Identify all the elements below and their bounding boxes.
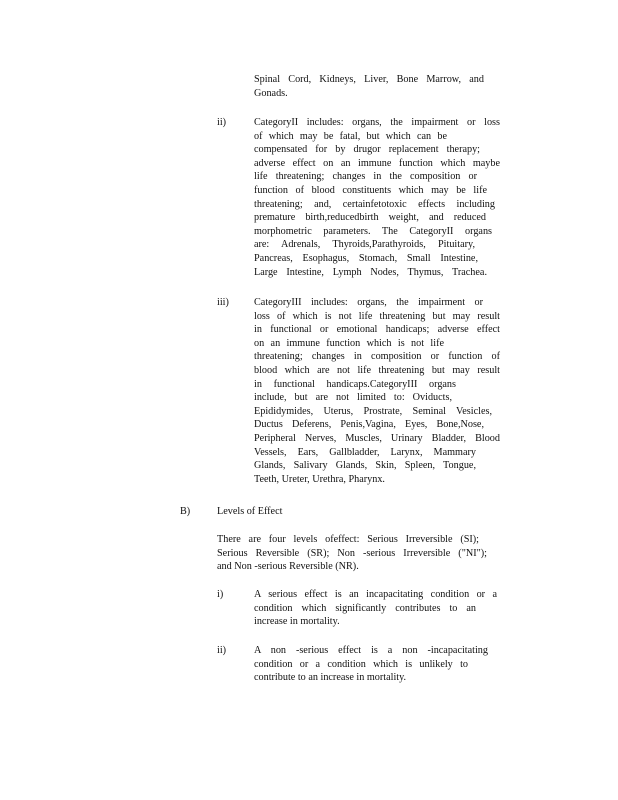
- text-line: in functional or emotional handicaps; adverse effect: [254, 324, 500, 336]
- list-marker-ii-effect: ii): [217, 645, 227, 656]
- text-line: loss of which is not life threatening but may result: [254, 310, 500, 322]
- serious-effect-paragraph: [254, 588, 497, 629]
- text-line: life threatening; changes in the composition or: [254, 171, 477, 183]
- text-line: Glands, Salivary Glands, Skin, Spleen, Tongue,: [254, 460, 476, 472]
- list-marker-iii: iii): [217, 297, 229, 308]
- text-line: There are four levels ofeffect: Serious Irreversible (SI);: [217, 534, 479, 545]
- text-line: increase in mortality.: [254, 616, 340, 628]
- section-heading: Levels of Effect: [217, 506, 283, 517]
- text-line: function of blood constituents which may be life: [254, 184, 487, 196]
- text-line: Large Intestine, Lymph Nodes, Thymus, Trachea.: [254, 266, 487, 278]
- text-line: CategoryII includes: organs, the impairment or loss: [254, 117, 500, 128]
- list-marker-i: i): [217, 589, 224, 600]
- category-iii-paragraph: [254, 296, 500, 486]
- section-marker-b: B): [180, 506, 191, 517]
- text-line: condition or a condition which is unlikely to: [254, 658, 468, 670]
- text-line: condition which significantly contributes to an: [254, 602, 476, 614]
- text-line: threatening; changes in composition or function of: [254, 351, 500, 363]
- text-line: blood which are not life threatening but may result: [254, 364, 500, 376]
- text-line: in functional handicaps.CategoryIII organs: [254, 378, 456, 390]
- text-line: are: Adrenals, Thyroids,Parathyroids, Pituitary,: [254, 239, 475, 251]
- list-marker-ii: ii): [217, 117, 227, 128]
- text-line: Peripheral Nerves, Muscles, Urinary Bladder, Blood: [254, 432, 500, 444]
- text-line: Ductus Deferens, Penis,Vagina, Eyes, Bone,Nose,: [254, 419, 484, 431]
- text-line: contribute to an increase in mortality.: [254, 672, 407, 684]
- non-serious-effect-paragraph: [254, 644, 488, 685]
- text-line: threatening; and, certainfetotoxic effects including: [254, 198, 495, 210]
- text-line: A non -serious effect is a non -incapacitating: [254, 645, 488, 656]
- text-line: Gonads.: [254, 87, 288, 99]
- text-line: include, but are not limited to: Oviducts,: [254, 392, 452, 404]
- continuation-paragraph: [254, 73, 484, 100]
- text-line: Spinal Cord, Kidneys, Liver, Bone Marrow, and: [254, 74, 484, 85]
- text-line: Vessels, Ears, Gallbladder, Larynx, Mammary: [254, 446, 476, 458]
- text-line: premature birth,reducedbirth weight, and reduced: [254, 212, 486, 224]
- text-line: of which may be fatal, but which can be: [254, 130, 447, 142]
- text-line: on an immune function which is not life: [254, 337, 444, 349]
- category-ii-paragraph: [254, 116, 500, 279]
- text-line: Serious Reversible (SR); Non -serious Irreversible ("NI");: [217, 547, 487, 559]
- text-line: morphometric parameters. The CategoryII organs: [254, 225, 492, 237]
- text-line: Epididymides, Uterus, Prostrate, Seminal Vesicles,: [254, 405, 492, 417]
- text-line: Teeth, Ureter, Urethra, Pharynx.: [254, 473, 385, 485]
- text-line: Pancreas, Esophagus, Stomach, Small Intestine,: [254, 252, 478, 264]
- text-line: CategoryIII includes: organs, the impairment or: [254, 297, 483, 308]
- text-line: and Non -serious Reversible (NR).: [217, 561, 359, 573]
- text-line: adverse effect on an immune function which maybe: [254, 157, 500, 169]
- text-line: compensated for by drugor replacement therapy;: [254, 144, 480, 156]
- levels-intro-paragraph: [217, 533, 487, 574]
- text-line: A serious effect is an incapacitating condition or a: [254, 589, 497, 600]
